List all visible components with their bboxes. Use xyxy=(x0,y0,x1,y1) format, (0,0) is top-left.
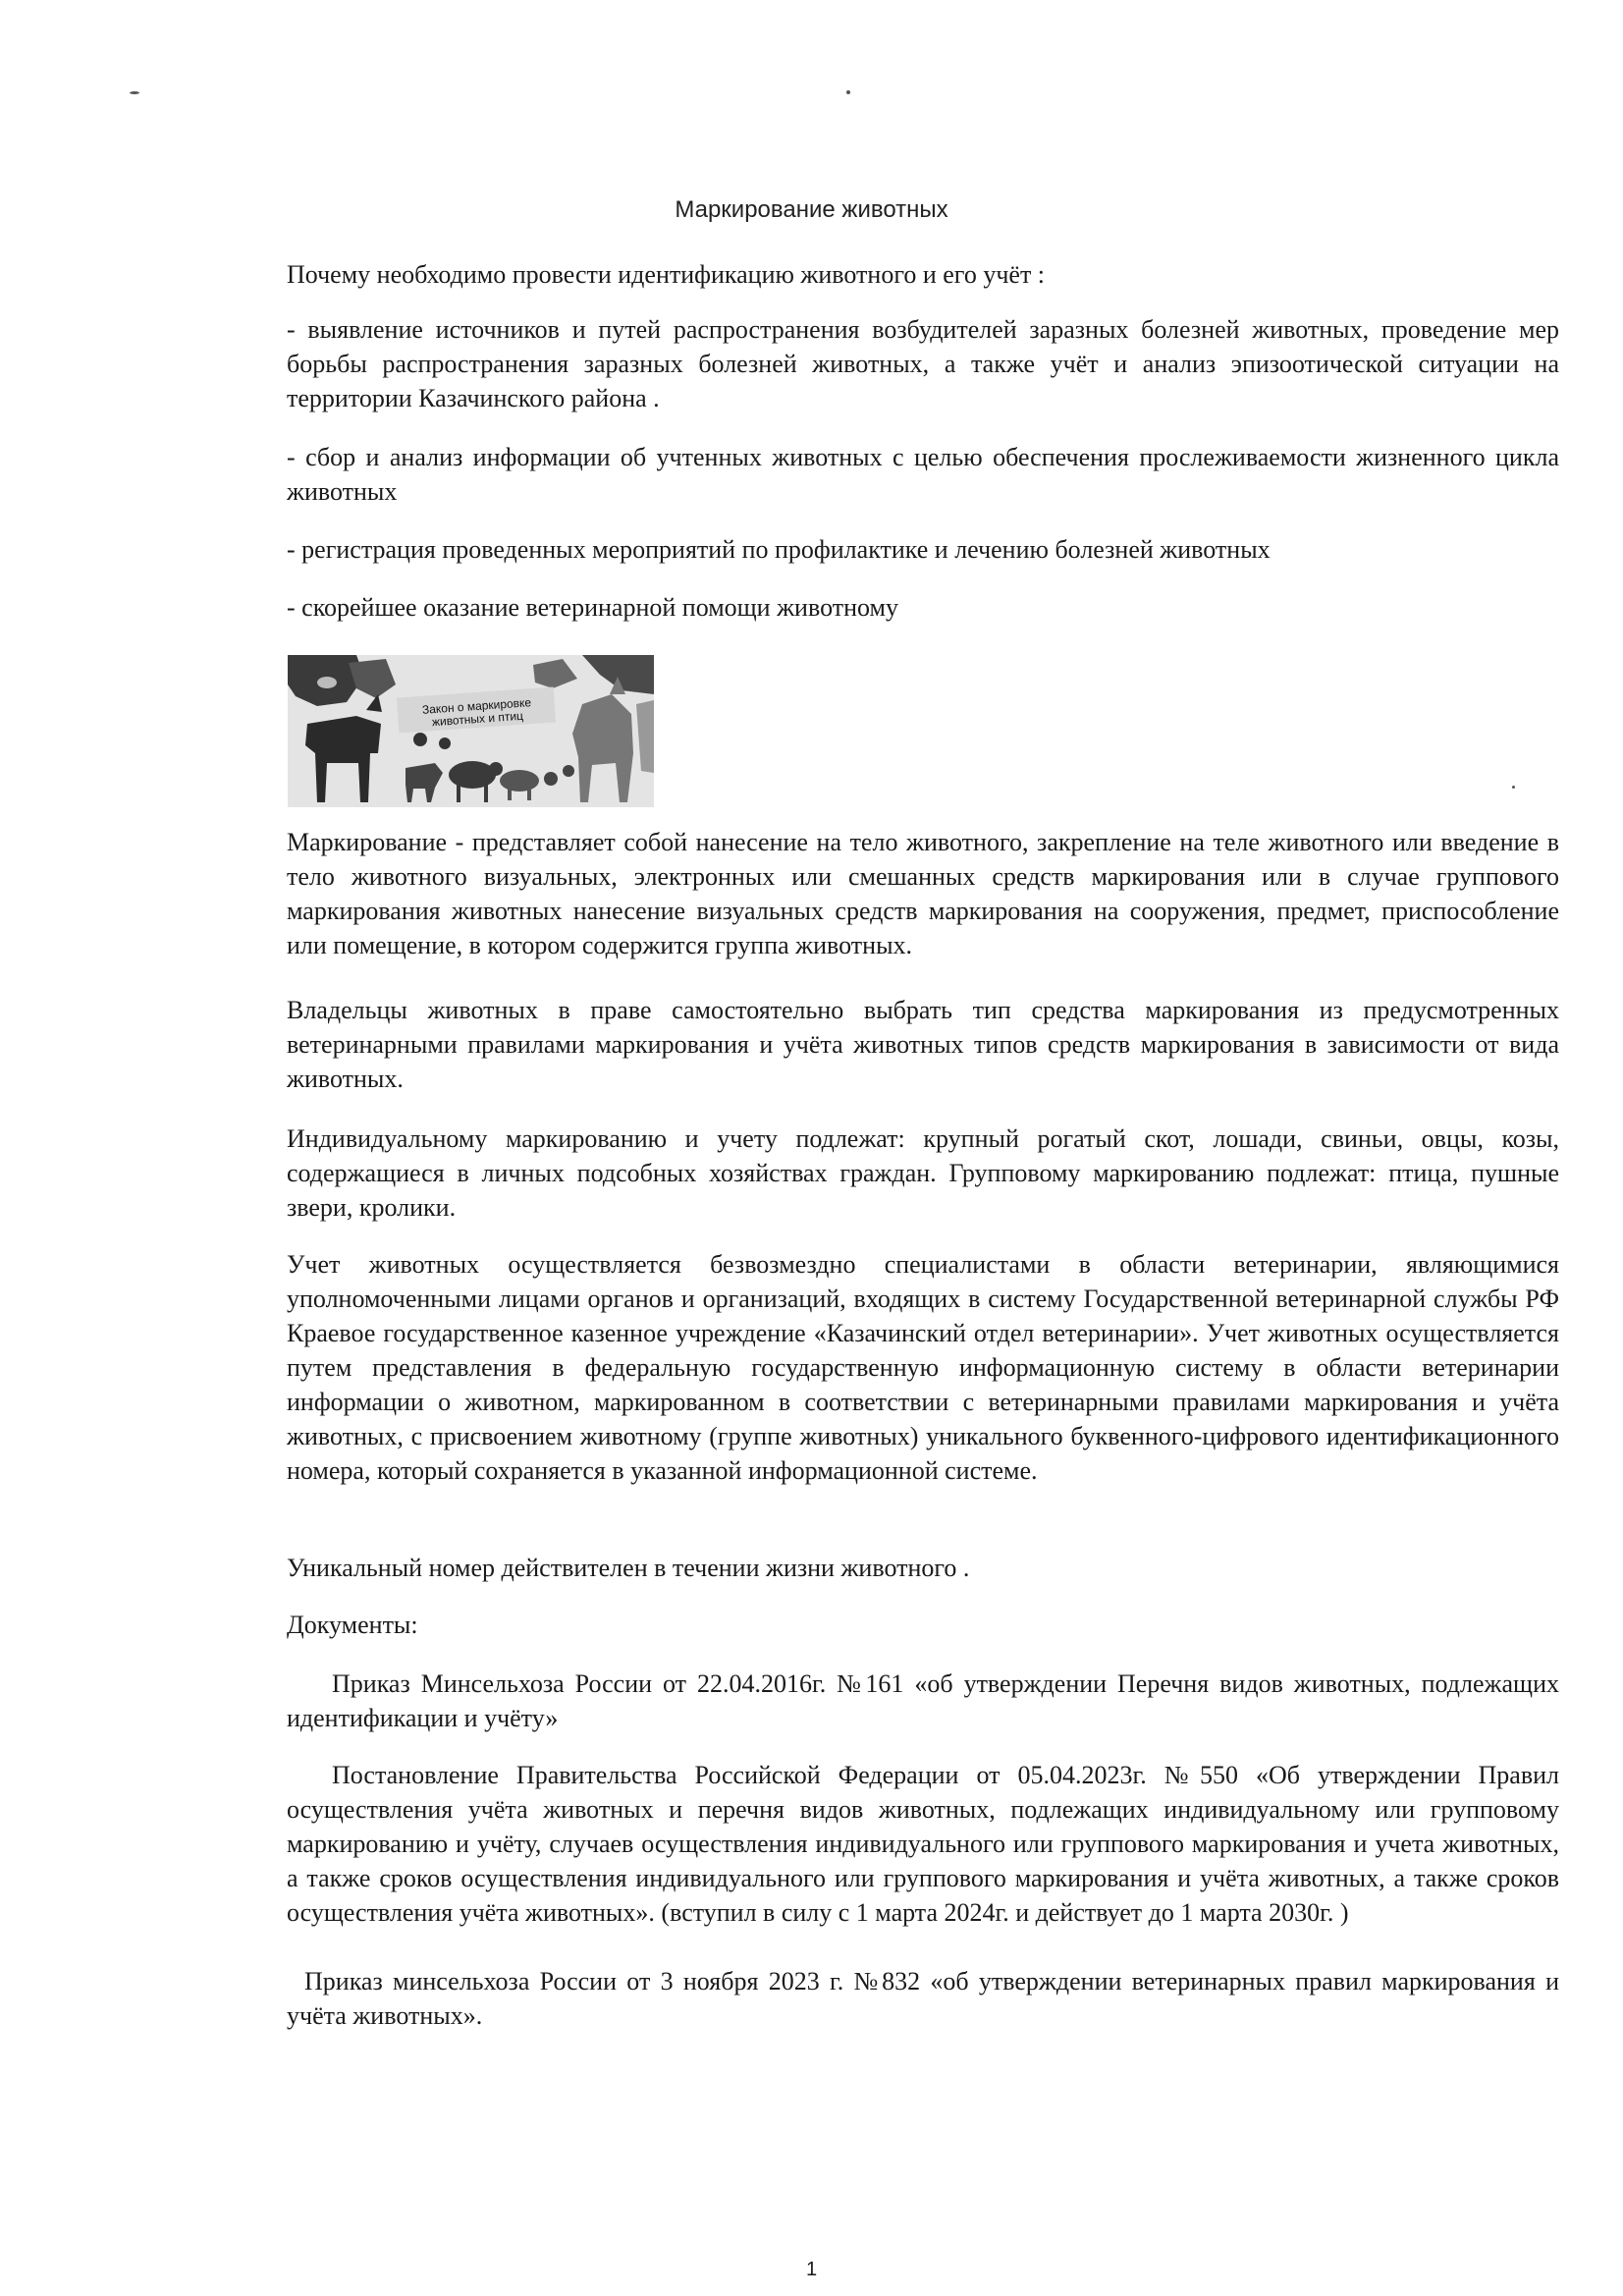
page-number: 1 xyxy=(805,2259,818,2280)
scan-speck xyxy=(130,91,139,94)
definition-paragraph: Маркирование - представляет собой нанесение на тело животного, закрепление на теле животного или введение в тело животного визуальных, электронных или смешанных средств маркирования или в случае группового маркирования животных нанесение визуальных средств маркирования на сооружения, предмет, приспособление или помещение, в котором содержится группа животных. xyxy=(287,828,1559,959)
scan-speck xyxy=(1512,786,1515,789)
documents-heading: Документы: xyxy=(287,1611,418,1639)
accounting-paragraph: Учет животных осуществляется безвозмездно специалистами в области ветеринарии, являющимися уполномоченными лицами органов и организаций, входящих в систему Государственной ветеринарной службы РФ Краевое государственное казенное учреждение «Казачинский отдел ветеринарии». Учет животных осуществляется путем представления в федеральную государственную информационную систему в области ветеринарии информации о животном, маркированном в соответствии с ветеринарными правилами маркирования и учёта животных, с присвоением животному (группе животных) уникального буквенного-цифрового идентификационного номера, который сохраняется в указанной информационной системе. xyxy=(287,1250,1559,1485)
farm-animals-image xyxy=(288,655,654,807)
banner-caption: Закон о маркировке животных и птиц xyxy=(421,695,532,730)
bullet-item: - скорейшее оказание ветеринарной помощи животному xyxy=(287,593,898,622)
reference-item: Приказ минсельхоза России от 3 ноября 2023 г. №832 «об утверждении ветеринарных правил маркирования и учёта животных». xyxy=(287,1967,1559,2030)
owners-paragraph: Владельцы животных в праве самостоятельно выбрать тип средства маркирования из предусмотренных ветеринарными правилами маркирования и учёта животных типов средств маркирования в зависимости от вида животных. xyxy=(287,996,1559,1093)
bullet-item: - выявление источников и путей распространения возбудителей заразных болезней животных, проведение мер борьбы распространения заразных болезней животных, а также учёт и анализ эпизоотической ситуации на территории Казачинского района . xyxy=(287,315,1559,412)
bullet-item: - сбор и анализ информации об учтенных животных с целью обеспечения прослеживаемости жизненного цикла животных xyxy=(287,443,1559,506)
document-title: Маркирование животных xyxy=(675,196,948,223)
unique-number-paragraph: Уникальный номер действителен в течении жизни животного . xyxy=(287,1554,970,1582)
bullet-item: - регистрация проведенных мероприятий по профилактике и лечению болезней животных xyxy=(287,535,1271,564)
reference-item: Постановление Правительства Российской Федерации от 05.04.2023г. №550 «Об утверждении Правил осуществления учёта животных и перечня видов животных, подлежащих индивидуальному или групповому маркированию и учёту, случаев осуществления индивидуального или группового маркирования и учета животных, а также сроков осуществления индивидуального или группового маркирования и учёта животных, а также сроков осуществления учёта животных». (вступил в силу с 1 марта 2024г. и действует до 1 марта 2030г. ) xyxy=(287,1761,1559,1927)
individual-marking-paragraph: Индивидуальному маркированию и учету подлежат: крупный рогатый скот, лошади, свиньи, овцы, козы, содержащиеся в личных подсобных хозяйствах граждан. Групповому маркированию подлежат: птица, пушные звери, кролики. xyxy=(287,1124,1559,1222)
reference-item: Приказ Минсельхоза России от 22.04.2016г. №161 «об утверждении Перечня видов животных, подлежащих идентификации и учёту» xyxy=(287,1669,1559,1732)
scan-speck xyxy=(846,90,850,94)
intro-text: Почему необходимо провести идентификацию животного и его учёт : xyxy=(287,260,1046,289)
farm-animals-silhouettes xyxy=(288,655,654,807)
